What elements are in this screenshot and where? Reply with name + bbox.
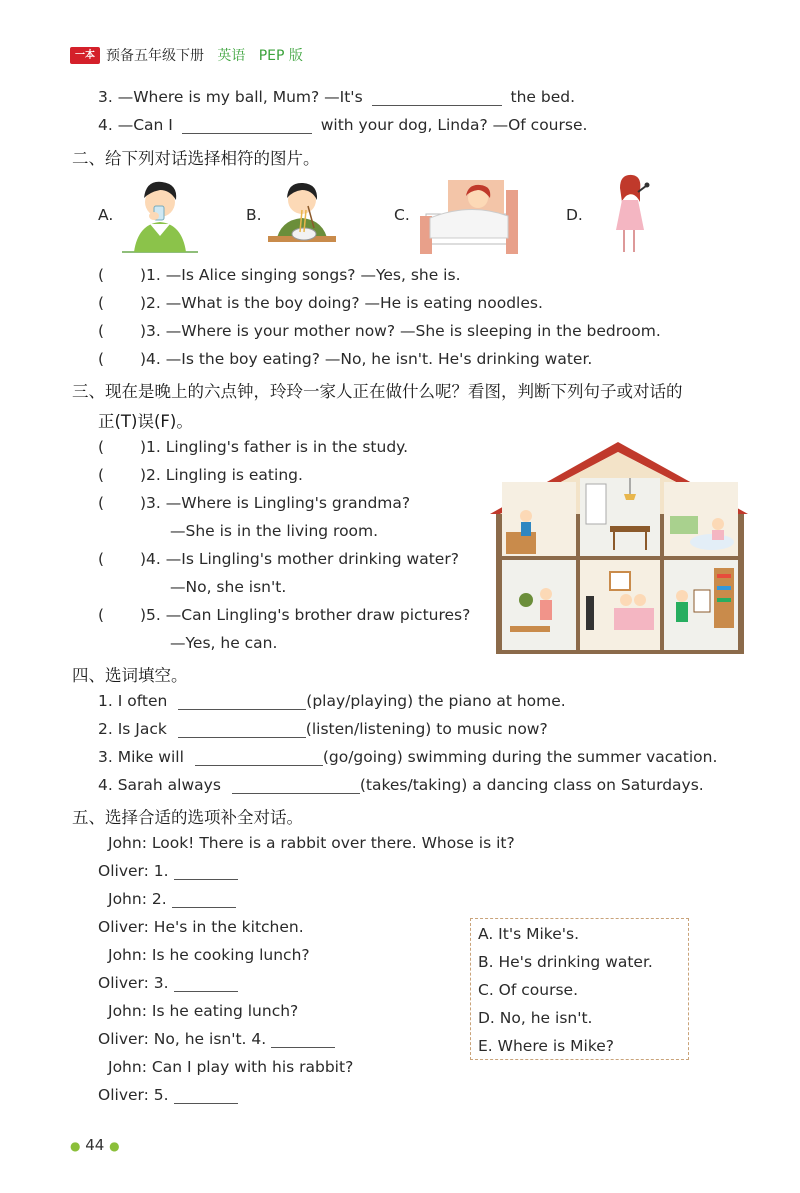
boy-eating-noodles-picture <box>264 176 340 246</box>
option-d: D. No, he isn't. <box>478 1009 593 1027</box>
option-e: E. Where is Mike? <box>478 1037 615 1055</box>
section-3-title-line2: 正(T)误(F)。 <box>98 412 193 431</box>
dialogue-line: Oliver: He's in the kitchen. <box>98 918 304 936</box>
dialogue-line: Oliver: 1. <box>98 862 238 880</box>
s3-item-5-answer: —Yes, he can. <box>170 634 278 652</box>
series-badge: 一本 <box>70 47 100 64</box>
subject-label: 英语 <box>217 48 246 64</box>
answer-blank[interactable] <box>232 776 360 794</box>
answer-blank[interactable] <box>195 748 323 766</box>
dialogue-line: Oliver: 5. <box>98 1086 238 1104</box>
dialogue-line: John: 2. <box>108 890 236 908</box>
answer-paren[interactable]: ( <box>98 606 105 624</box>
pic-label-b: B. <box>246 206 262 224</box>
answer-paren[interactable]: ( <box>98 294 105 312</box>
s4-item-4: 4. Sarah always (takes/taking) a dancing class on Saturdays. <box>98 776 704 794</box>
answer-blank[interactable] <box>178 692 306 710</box>
option-a: A. It's Mike's. <box>478 925 579 943</box>
pic-label-c: C. <box>394 206 410 224</box>
s3-item-3-answer: —She is in the living room. <box>170 522 379 540</box>
dialogue-line: John: Look! There is a rabbit over there. Whose is it? <box>108 834 515 852</box>
answer-blank[interactable] <box>372 88 502 106</box>
page-header <box>106 45 303 65</box>
answer-blank[interactable] <box>174 1086 238 1104</box>
answer-paren[interactable]: ( <box>98 550 105 568</box>
answer-paren[interactable]: ( <box>98 266 105 284</box>
answer-blank[interactable] <box>174 974 238 992</box>
book-title: 预备五年级下册 <box>106 48 204 64</box>
page-number: ● 44 ● <box>70 1136 120 1154</box>
option-c: C. Of course. <box>478 981 579 999</box>
girl-singing-picture <box>610 172 654 256</box>
dialogue-line: John: Can I play with his rabbit? <box>108 1058 354 1076</box>
edition-label: PEP 版 <box>258 48 303 64</box>
dialogue-line: John: Is he cooking lunch? <box>108 946 310 964</box>
s3-item-3: ( )3. —Where is Lingling's grandma? <box>98 494 411 512</box>
section-2-title: 二、给下列对话选择相符的图片。 <box>72 149 320 168</box>
girl-sleeping-picture <box>420 180 518 256</box>
pic-label-d: D. <box>566 206 583 224</box>
answer-paren[interactable]: ( <box>98 494 105 512</box>
s3-item-4: ( )4. —Is Lingling's mother drinking water? <box>98 550 459 568</box>
answer-paren[interactable]: ( <box>98 466 105 484</box>
dialogue-line: Oliver: 3. <box>98 974 238 992</box>
answer-paren[interactable]: ( <box>98 322 105 340</box>
s2-item-1: ( )1. —Is Alice singing songs? —Yes, she is. <box>98 266 461 284</box>
s4-item-3: 3. Mike will (go/going) swimming during the summer vacation. <box>98 748 718 766</box>
s3-item-4-answer: —No, she isn't. <box>170 578 287 596</box>
s4-item-1: 1. I often (play/playing) the piano at home. <box>98 692 566 710</box>
section-3-title-line1: 三、现在是晚上的六点钟，玲玲一家人正在做什么呢？看图，判断下列句子或对话的 <box>72 382 683 401</box>
pic-label-a: A. <box>98 206 114 224</box>
question-4: 4. —Can I with your dog, Linda? —Of course. <box>98 116 588 134</box>
dialogue-line: John: Is he eating lunch? <box>108 1002 299 1020</box>
boy-drinking-picture <box>120 172 200 256</box>
s3-item-5: ( )5. —Can Lingling's brother draw pictures? <box>98 606 471 624</box>
answer-blank[interactable] <box>172 890 236 908</box>
s3-item-1: ( )1. Lingling's father is in the study. <box>98 438 409 456</box>
section-5-title: 五、选择合适的选项补全对话。 <box>72 808 303 827</box>
s2-item-2: ( )2. —What is the boy doing? —He is eating noodles. <box>98 294 543 312</box>
answer-blank[interactable] <box>271 1030 335 1048</box>
answer-blank[interactable] <box>182 116 312 134</box>
answer-paren[interactable]: ( <box>98 438 105 456</box>
s2-item-4: ( )4. —Is the boy eating? —No, he isn't. He's drinking water. <box>98 350 593 368</box>
dot-icon: ● <box>109 1139 120 1153</box>
answer-paren[interactable]: ( <box>98 350 105 368</box>
answer-blank[interactable] <box>178 720 306 738</box>
option-b: B. He's drinking water. <box>478 953 653 971</box>
s4-item-2: 2. Is Jack (listen/listening) to music now? <box>98 720 548 738</box>
s3-item-2: ( )2. Lingling is eating. <box>98 466 303 484</box>
answer-blank[interactable] <box>174 862 238 880</box>
dialogue-line: Oliver: No, he isn't. 4. <box>98 1030 335 1048</box>
options-box <box>470 918 689 1060</box>
s2-item-3: ( )3. —Where is your mother now? —She is sleeping in the bedroom. <box>98 322 661 340</box>
house-illustration <box>486 440 752 656</box>
section-4-title: 四、选词填空。 <box>72 666 188 685</box>
question-3: 3. —Where is my ball, Mum? —It's the bed. <box>98 88 576 106</box>
dot-icon: ● <box>70 1139 81 1153</box>
